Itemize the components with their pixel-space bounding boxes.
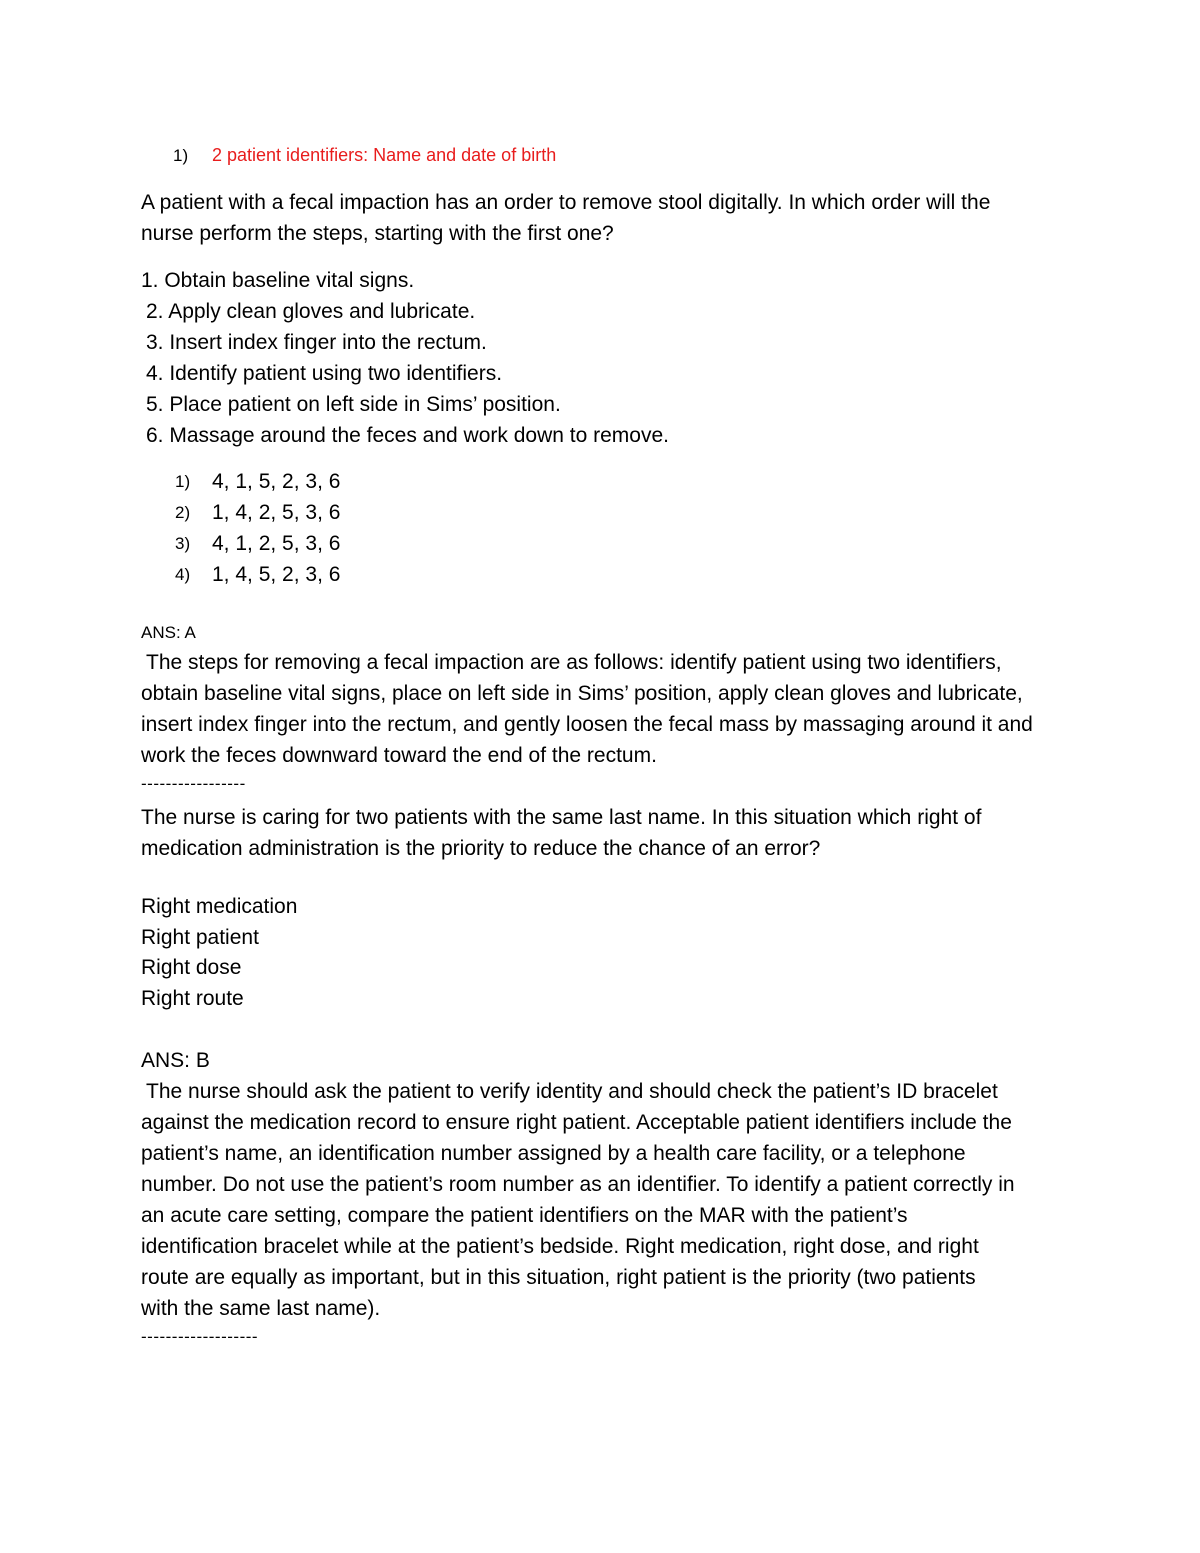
q1-step: 6. Massage around the feces and work down to remove. bbox=[146, 424, 669, 447]
q1-option-text: 1, 4, 2, 5, 3, 6 bbox=[212, 501, 341, 524]
q1-answer: ANS: A bbox=[141, 623, 196, 642]
q2-stem-line: medication administration is the priority to reduce the chance of an error? bbox=[141, 837, 821, 860]
q1-step: 1. Obtain baseline vital signs. bbox=[141, 269, 415, 292]
q2-rationale-line: identification bracelet while at the patient’s bedside. Right medication, right dose, and right bbox=[141, 1235, 979, 1258]
separator: ------------------- bbox=[141, 1327, 259, 1346]
q1-option-number: 3) bbox=[175, 534, 191, 553]
q1-rationale-line: insert index finger into the rectum, and gently loosen the fecal mass by massaging around it and bbox=[141, 713, 1033, 736]
q1-rationale-line: work the feces downward toward the end of the rectum. bbox=[141, 744, 657, 767]
q1-option-text: 4, 1, 2, 5, 3, 6 bbox=[212, 532, 341, 555]
q1-option-text: 1, 4, 5, 2, 3, 6 bbox=[212, 563, 341, 586]
q2-stem-line: The nurse is caring for two patients with the same last name. In this situation which right of bbox=[141, 806, 982, 829]
separator: ----------------- bbox=[141, 774, 246, 793]
q1-stem-line: nurse perform the steps, starting with the first one? bbox=[141, 222, 614, 245]
header-item-number: 1) bbox=[173, 146, 189, 165]
q1-option-number: 4) bbox=[175, 565, 191, 584]
q2-rationale-line: The nurse should ask the patient to verify identity and should check the patient’s ID bracelet bbox=[146, 1080, 998, 1103]
q1-stem-line: A patient with a fecal impaction has an order to remove stool digitally. In which order will the bbox=[141, 191, 991, 214]
q2-option: Right dose bbox=[141, 956, 242, 979]
q2-option: Right patient bbox=[141, 926, 259, 949]
q1-step: 5. Place patient on left side in Sims’ position. bbox=[146, 393, 561, 416]
q2-rationale-line: route are equally as important, but in this situation, right patient is the priority (two patients bbox=[141, 1266, 976, 1289]
q1-step: 4. Identify patient using two identifiers. bbox=[146, 362, 503, 385]
q1-step: 2. Apply clean gloves and lubricate. bbox=[146, 300, 476, 323]
q2-rationale-line: patient’s name, an identification number assigned by a health care facility, or a telephone bbox=[141, 1142, 966, 1165]
q2-rationale-line: with the same last name). bbox=[141, 1297, 381, 1320]
header-item-text: 2 patient identifiers: Name and date of birth bbox=[212, 145, 557, 165]
q2-rationale-line: number. Do not use the patient’s room number as an identifier. To identify a patient correctly in bbox=[141, 1173, 1015, 1196]
q1-rationale-line: The steps for removing a fecal impaction are as follows: identify patient using two identifiers, bbox=[146, 651, 1002, 674]
q1-rationale-line: obtain baseline vital signs, place on left side in Sims’ position, apply clean gloves and lubricate, bbox=[141, 682, 1023, 705]
q2-option: Right route bbox=[141, 987, 244, 1010]
q2-answer: ANS: B bbox=[141, 1049, 210, 1072]
q2-rationale-line: against the medication record to ensure right patient. Acceptable patient identifiers include the bbox=[141, 1111, 1012, 1134]
q2-rationale-line: an acute care setting, compare the patient identifiers on the MAR with the patient’s bbox=[141, 1204, 908, 1227]
q1-option-text: 4, 1, 5, 2, 3, 6 bbox=[212, 470, 341, 493]
q1-option-number: 1) bbox=[175, 472, 191, 491]
q1-step: 3. Insert index finger into the rectum. bbox=[146, 331, 487, 354]
q1-option-number: 2) bbox=[175, 503, 191, 522]
q2-option: Right medication bbox=[141, 895, 298, 918]
